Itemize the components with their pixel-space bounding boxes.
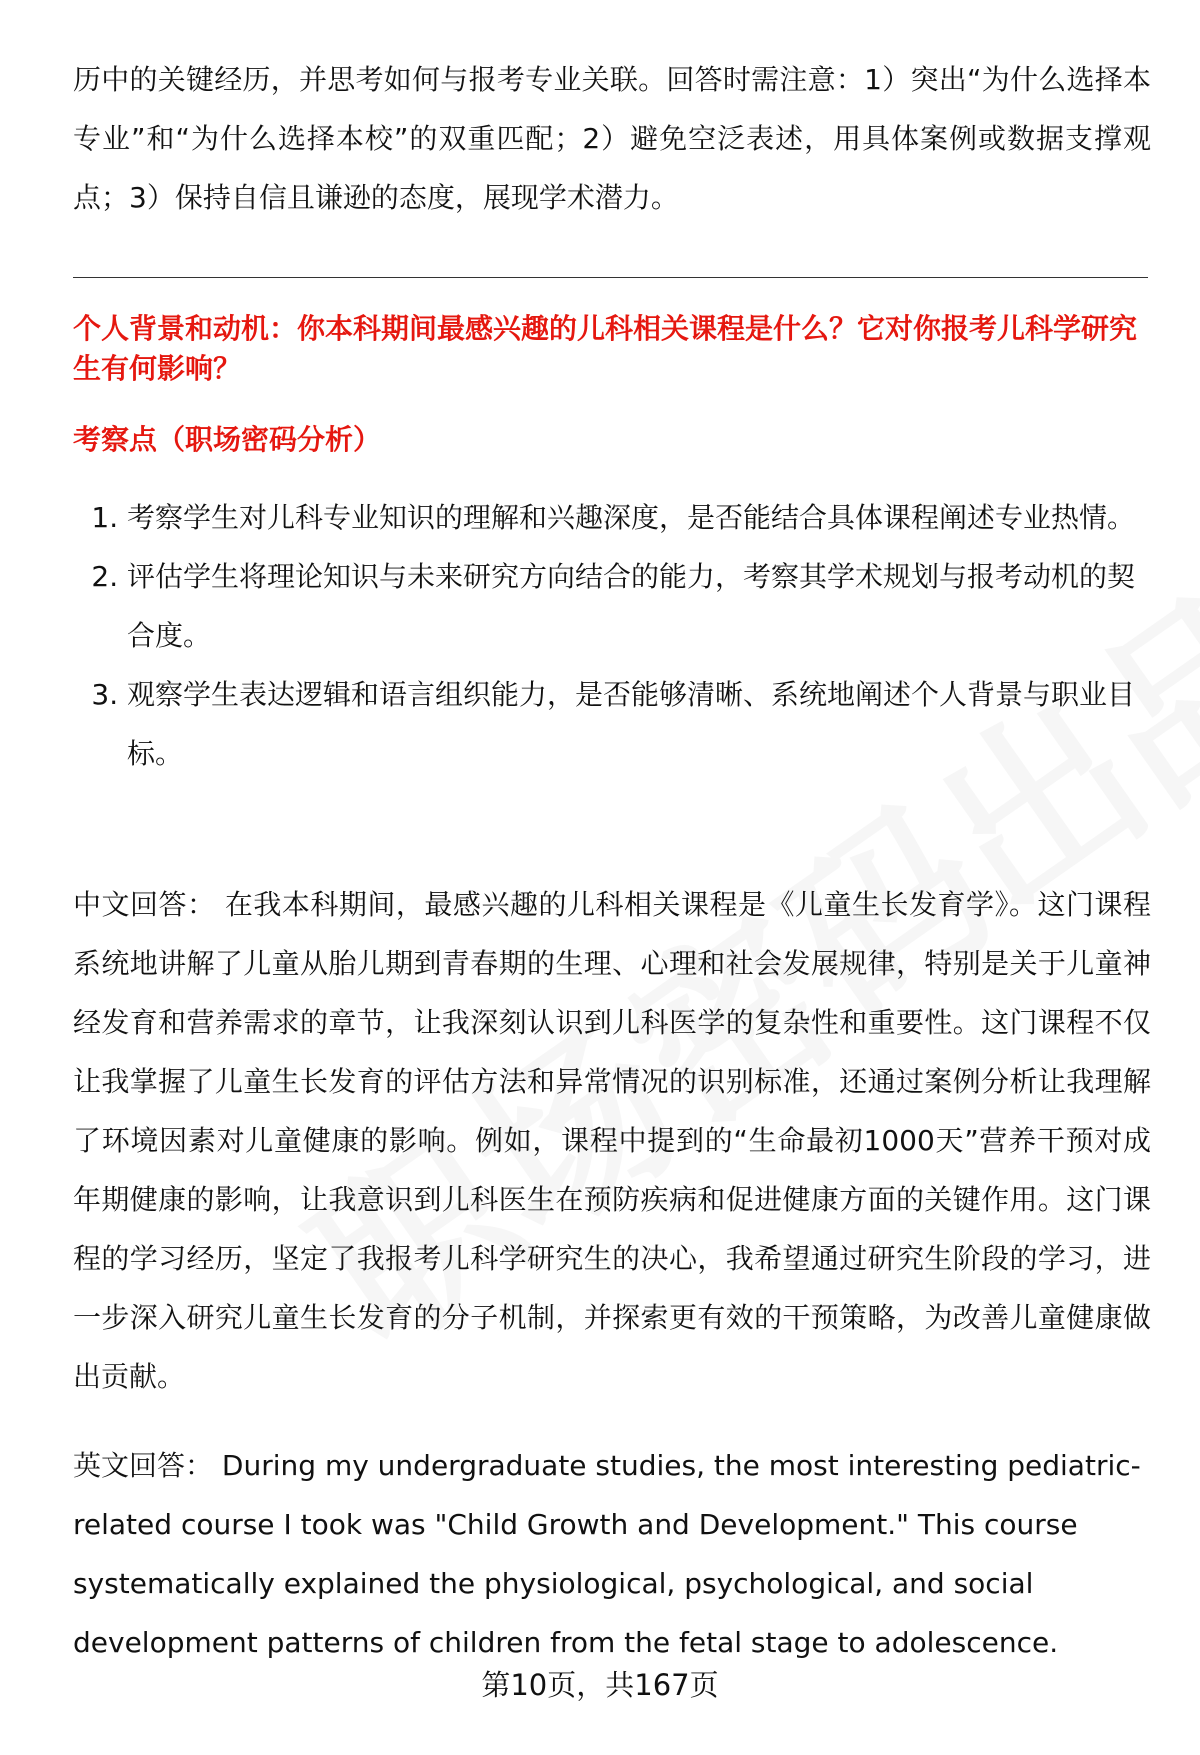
intro-text: 历中的关键经历，并思考如何与报考专业关联。回答时需注意：1）突出“为什么选择本专业”和“为什么选择本校”的双重匹配；2）避免空泛表述，用具体案例或数据支撑观点；3）保持自信且谦逊的态度，展现学术潜力。 — [73, 63, 1151, 214]
english-answer — [73, 1436, 1151, 1672]
english-answer-label: 英文回答： — [73, 1449, 214, 1482]
section-divider — [73, 277, 1148, 278]
analysis-heading: 考察点（职场密码分析） — [73, 423, 382, 456]
chinese-answer-label: 中文回答： — [73, 888, 216, 921]
page-number: 第10页，共167页 — [481, 1668, 719, 1702]
question-title: 个人背景和动机：你本科期间最感兴趣的儿科相关课程是什么？它对你报考儿科学研究生有何影响？ — [73, 312, 1138, 385]
question-section — [73, 309, 1151, 460]
list-item: 2. 评估学生将理论知识与未来研究方向结合的能力，考察其学术规划与报考动机的契合度。 — [127, 547, 1151, 665]
analysis-list — [73, 488, 1151, 783]
chinese-answer — [73, 875, 1151, 1406]
chinese-answer-text: 在我本科期间，最感兴趣的儿科相关课程是《儿童生长发育学》。这门课程系统地讲解了儿童从胎儿期到青春期的生理、心理和社会发展规律，特别是关于儿童神经发育和营养需求的章节，让我深刻认识到儿科医学的复杂性和重要性。这门课程不仅让我掌握了儿童生长发育的评估方法和异常情况的识别标准，还通过案例分析让我理解了环境因素对儿童健康的影响。例如，课程中提到的“生命最初1000天”营养干预对成年期健康的影响，让我意识到儿科医生在预防疾病和促进健康方面的关键作用。这门课程的学习经历，坚定了我报考儿科学研究生的决心，我希望通过研究生阶段的学习，进一步深入研究儿童生长发育的分子机制，并探索更有效的干预策略，为改善儿童健康做出贡献。 — [73, 888, 1151, 1393]
list-item: 1. 考察学生对儿科专业知识的理解和兴趣深度，是否能结合具体课程阐述专业热情。 — [127, 488, 1151, 547]
english-answer-text: During my undergraduate studies, the most interesting pediatric-related course I took was "Child Growth and Development." This course systematically explained the physiological, psychological, and social development patterns of children from the fetal stage to adolescence. — [73, 1449, 1141, 1659]
list-item: 3. 观察学生表达逻辑和语言组织能力，是否能够清晰、系统地阐述个人背景与职业目标。 — [127, 665, 1151, 783]
intro-paragraph — [73, 50, 1151, 227]
